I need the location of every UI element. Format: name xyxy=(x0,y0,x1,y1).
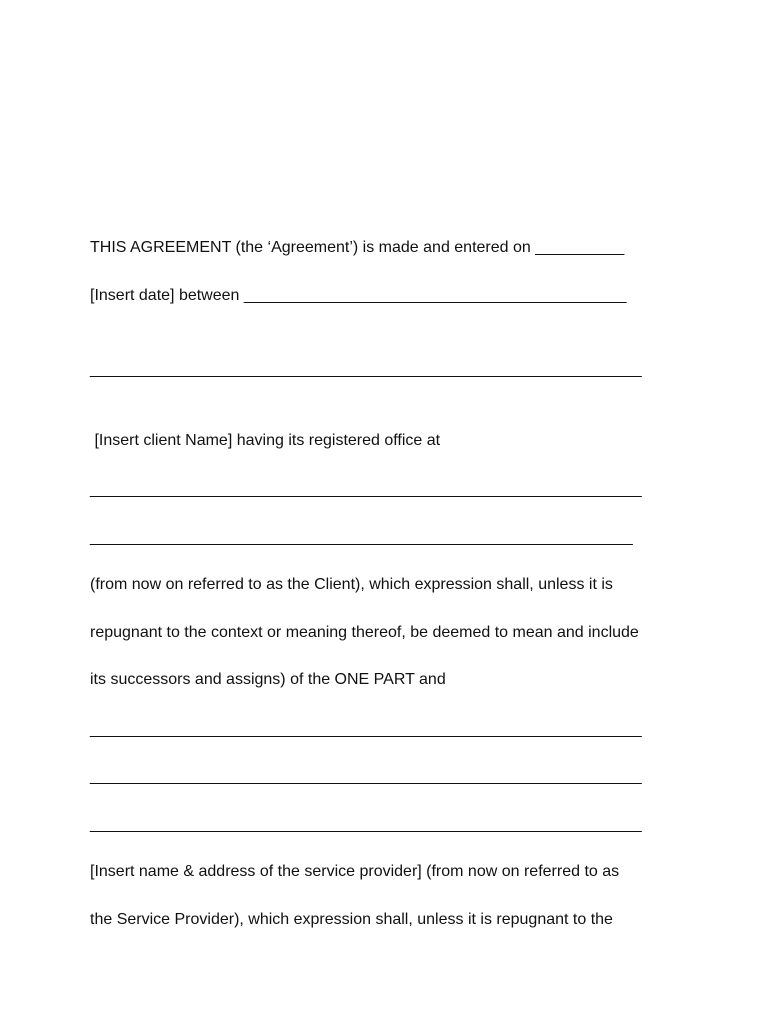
blank-line: ______________________________________________________________ xyxy=(90,361,642,378)
service-provider-line: the Service Provider), which expression shall, unless it is repugnant to the xyxy=(90,911,613,928)
client-definition-line: repugnant to the context or meaning thereof, be deemed to mean and include xyxy=(90,624,639,641)
client-name-line: [Insert client Name] having its registered office at xyxy=(90,432,441,449)
date-between-line: [Insert date] between ___________________________________________ xyxy=(90,287,627,304)
blank-line: _____________________________________________________________ xyxy=(90,529,633,546)
blank-line: ______________________________________________________________ xyxy=(90,481,642,498)
client-definition-line: (from now on referred to as the Client), which expression shall, unless it is xyxy=(90,576,613,593)
blank-line: ______________________________________________________________ xyxy=(90,768,642,785)
client-definition-line: its successors and assigns) of the ONE PART and xyxy=(90,671,446,688)
blank-line: ______________________________________________________________ xyxy=(90,721,642,738)
service-provider-line: [Insert name & address of the service provider] (from now on referred to as xyxy=(90,863,620,880)
agreement-intro-line: THIS AGREEMENT (the ‘Agreement’) is made and entered on __________ xyxy=(90,239,625,256)
blank-line: ______________________________________________________________ xyxy=(90,816,642,833)
